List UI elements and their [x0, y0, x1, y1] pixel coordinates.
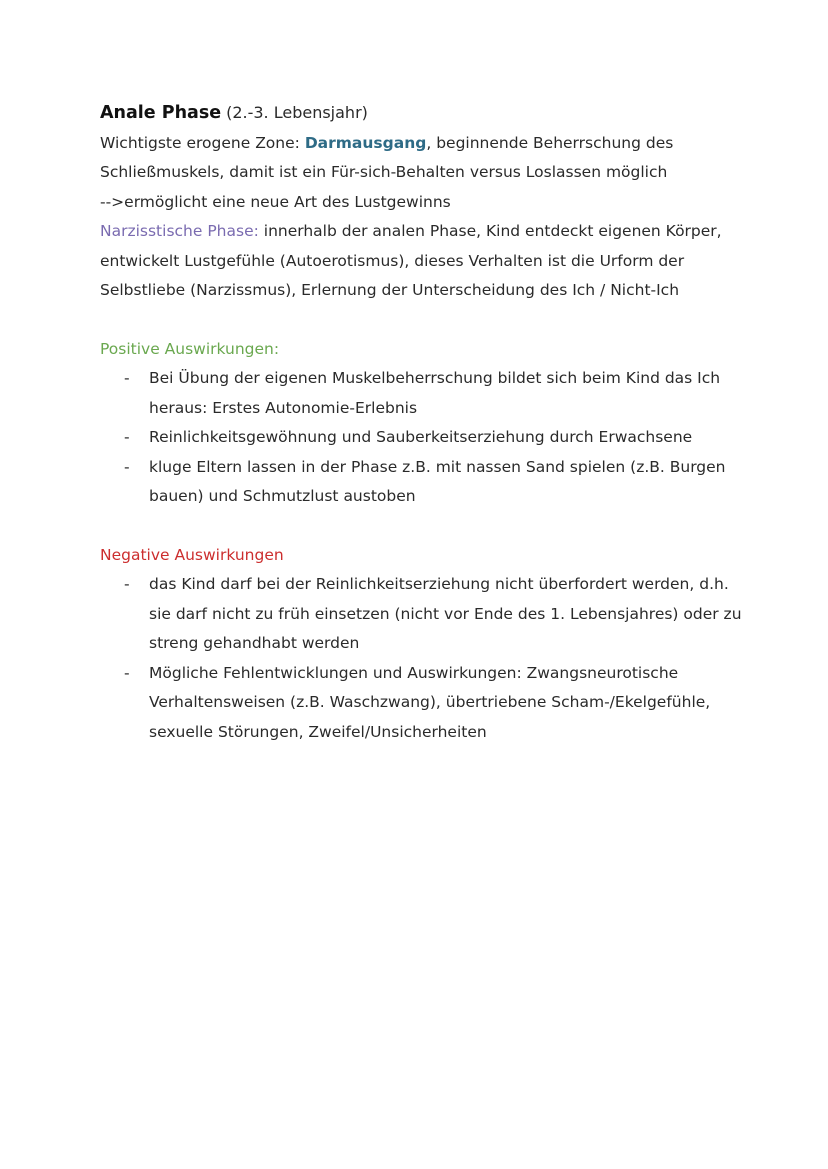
narzisstisch-line-3: Selbstliebe (Narzissmus), Erlernung der Unterscheidung des Ich / Nicht-Ich [100, 281, 680, 299]
zone-label: Wichtigste erogene Zone: [100, 133, 305, 152]
list-item-line: sie darf nicht zu früh einsetzen (nicht vor Ende des 1. Lebensjahres) oder zu [149, 604, 742, 623]
narzisstisch-label: Narzisstische Phase: [100, 222, 259, 240]
list-item [100, 364, 760, 423]
bullet-dash: - [124, 457, 130, 476]
heading-subtitle: (2.-3. Lebensjahr) [226, 103, 368, 122]
list-item-line: streng gehandhabt werden [149, 634, 360, 652]
narzisstisch-line1-rest: innerhalb der analen Phase, Kind entdeckt eigenen Körper, [258, 222, 722, 240]
zone-rest: , beginnende Beherrschung des [426, 133, 674, 152]
bullet-dash: - [124, 369, 130, 387]
list-item-line: Verhaltensweisen (z.B. Waschzwang), übertriebene Scham-/Ekelgefühle, [149, 693, 711, 711]
list-item-line: das Kind darf bei der Reinlichkeitserziehung nicht überfordert werden, d.h. [149, 575, 729, 593]
list-item-line: kluge Eltern lassen in der Phase z.B. mit nassen Sand spielen (z.B. Burgen [149, 457, 726, 476]
positive-heading: Positive Auswirkungen: [100, 339, 280, 358]
heading-title: Anale Phase [100, 103, 222, 123]
list-item-line: Mögliche Fehlentwicklungen und Auswirkungen: Zwangsneurotische [149, 663, 679, 682]
list-item [100, 423, 760, 453]
list-item-line: Bei Übung der eigenen Muskelbeherrschung bildet sich beim Kind das Ich [149, 369, 721, 387]
negative-list [100, 570, 760, 747]
section-heading [100, 98, 760, 129]
list-item-line: Reinlichkeitsgewöhnung und Sauberkeitserziehung durch Erwachsene [149, 428, 693, 446]
intro-line-1 [100, 129, 760, 159]
list-item [100, 570, 760, 659]
bullet-dash: - [124, 663, 130, 682]
list-item [100, 453, 760, 512]
list-item [100, 659, 760, 748]
narzisstisch-line-2: entwickelt Lustgefühle (Autoerotismus), dieses Verhalten ist die Urform der [100, 251, 685, 270]
positive-list [100, 364, 760, 512]
list-item-line: heraus: Erstes Autonomie-Erlebnis [149, 398, 418, 417]
intro-line-2: Schließmuskels, damit ist ein Für-sich-Behalten versus Loslassen möglich [100, 163, 668, 181]
list-item-line: bauen) und Schmutzlust austoben [149, 487, 416, 505]
list-item-line: sexuelle Störungen, Zweifel/Unsicherheiten [149, 722, 487, 741]
negative-heading: Negative Auswirkungen [100, 545, 284, 564]
zone-value: Darmausgang [304, 133, 427, 152]
intro-line-3: -->ermöglicht eine neue Art des Lustgewinns [100, 192, 451, 211]
bullet-dash: - [124, 575, 130, 593]
bullet-dash: - [124, 428, 130, 446]
narzisstisch-line-1 [100, 217, 760, 247]
document-page [100, 98, 760, 747]
